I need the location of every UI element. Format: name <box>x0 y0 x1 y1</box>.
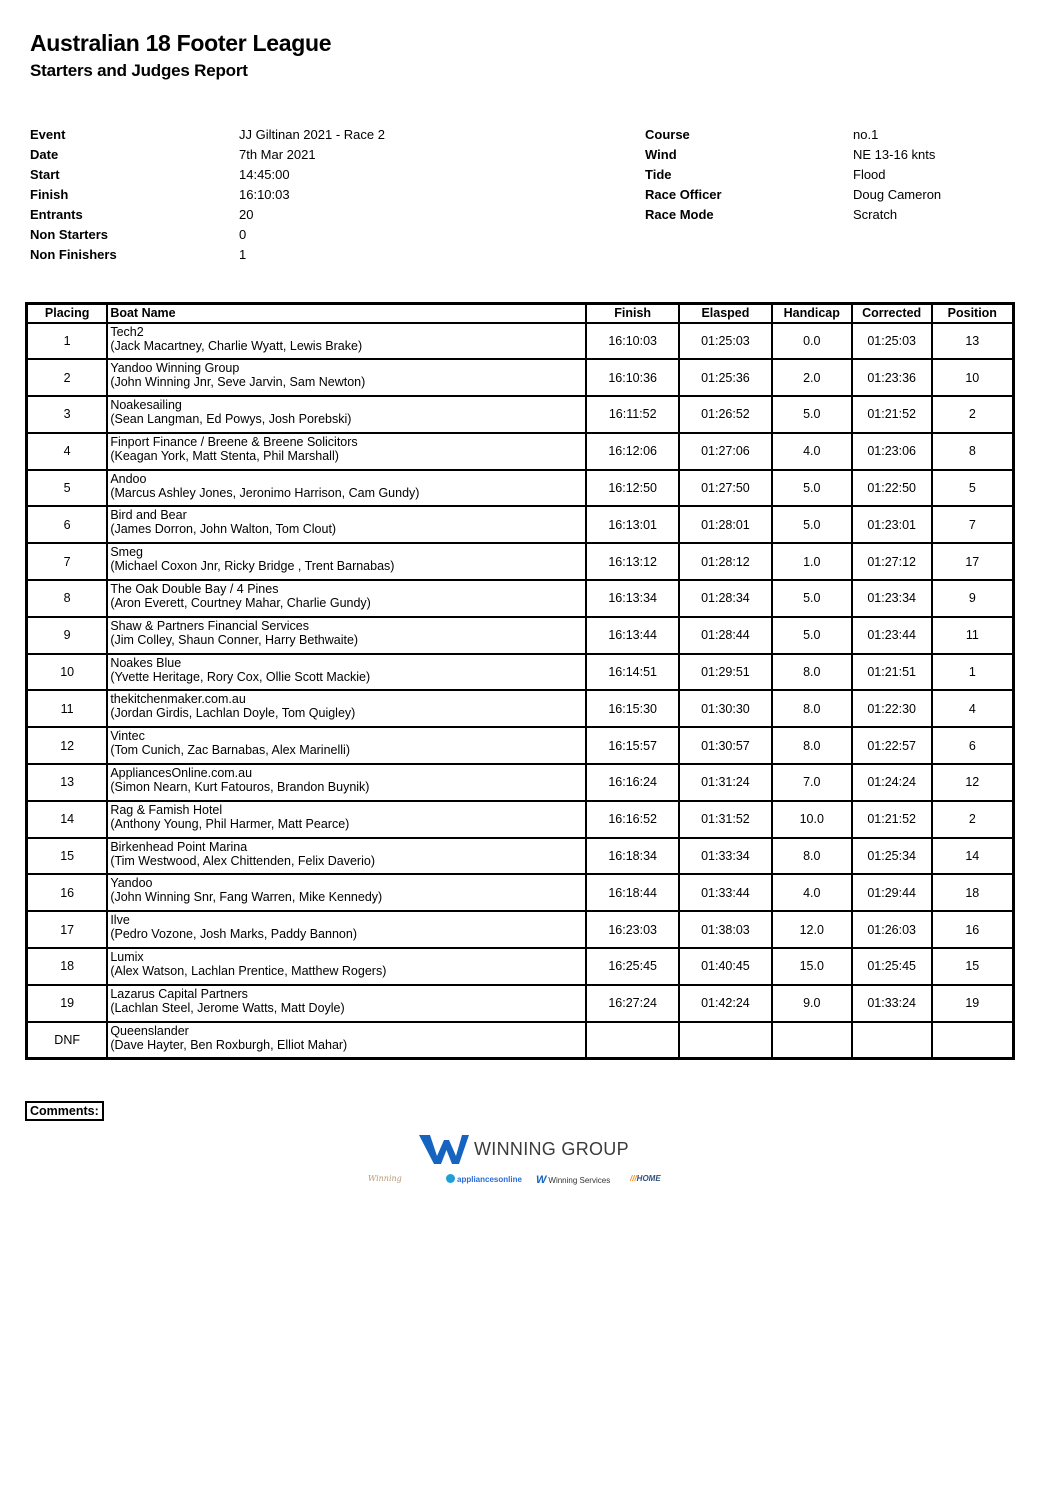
cell-corrected: 01:21:51 <box>852 654 932 691</box>
cell-elapsed: 01:27:50 <box>679 470 772 507</box>
cell-corrected: 01:24:24 <box>852 764 932 801</box>
cell-handicap: 10.0 <box>772 801 852 838</box>
column-header-elapsed: Elasped <box>679 304 772 323</box>
cell-corrected: 01:23:01 <box>852 506 932 543</box>
cell-handicap: 8.0 <box>772 727 852 764</box>
cell-placing: 1 <box>27 323 108 360</box>
boat-crew: (John Winning Snr, Fang Warren, Mike Kennedy) <box>110 890 383 905</box>
cell-elapsed: 01:33:34 <box>679 838 772 875</box>
report-subtitle: Starters and Judges Report <box>30 61 248 80</box>
cell-elapsed: 01:27:06 <box>679 433 772 470</box>
cell-finish: 16:25:45 <box>586 948 679 985</box>
event-info-label: Event <box>30 127 66 142</box>
cell-position: 7 <box>932 506 1014 543</box>
boat-name: Yandoo <box>110 876 153 891</box>
cell-elapsed: 01:31:52 <box>679 801 772 838</box>
table-row <box>27 359 1014 396</box>
cell-handicap: 5.0 <box>772 506 852 543</box>
event-info-value: 7th Mar 2021 <box>239 147 316 162</box>
cell-finish: 16:15:57 <box>586 727 679 764</box>
column-header-boat-name: Boat Name <box>107 304 586 323</box>
cell-finish: 16:12:50 <box>586 470 679 507</box>
event-info-row <box>30 185 385 205</box>
cell-boat-name <box>107 580 586 617</box>
boat-name: Noakesailing <box>110 398 182 413</box>
event-info-row <box>645 165 941 185</box>
boat-crew: (Lachlan Steel, Jerome Watts, Matt Doyle) <box>110 1000 345 1015</box>
cell-placing: 9 <box>27 617 108 654</box>
table-row <box>27 654 1014 691</box>
cell-finish: 16:18:34 <box>586 838 679 875</box>
cell-corrected: 01:25:03 <box>852 323 932 360</box>
cell-elapsed: 01:28:01 <box>679 506 772 543</box>
cell-placing: 12 <box>27 727 108 764</box>
cell-elapsed: 01:30:30 <box>679 690 772 727</box>
cell-handicap: 0.0 <box>772 323 852 360</box>
cell-handicap: 2.0 <box>772 359 852 396</box>
event-info-row <box>645 145 941 165</box>
cell-elapsed: 01:25:36 <box>679 359 772 396</box>
cell-placing: 18 <box>27 948 108 985</box>
table-row <box>27 911 1014 948</box>
table-row <box>27 838 1014 875</box>
boat-name: Andoo <box>110 471 147 486</box>
cell-corrected: 01:23:44 <box>852 617 932 654</box>
cell-position: 2 <box>932 801 1014 838</box>
boat-crew: (Marcus Ashley Jones, Jeronimo Harrison, Cam Gundy) <box>110 485 420 500</box>
boat-name: Yandoo Winning Group <box>110 361 240 376</box>
cell-handicap: 5.0 <box>772 580 852 617</box>
boat-name: Noakes Blue <box>110 655 182 670</box>
cell-position: 6 <box>932 727 1014 764</box>
cell-corrected: 01:23:36 <box>852 359 932 396</box>
event-info-row <box>30 245 385 265</box>
appliances-online-text: appliancesonline <box>457 1175 522 1184</box>
cell-handicap: 9.0 <box>772 985 852 1022</box>
column-header-position: Position <box>932 304 1014 323</box>
event-info-label: Race Mode <box>645 207 714 222</box>
event-info-value: NE 13-16 knts <box>853 147 936 162</box>
cell-placing: 8 <box>27 580 108 617</box>
cell-finish: 16:15:30 <box>586 690 679 727</box>
boat-name: Birkenhead Point Marina <box>110 839 248 854</box>
cell-finish: 16:10:36 <box>586 359 679 396</box>
boat-crew: (James Dorron, John Walton, Tom Clout) <box>110 522 337 537</box>
cell-elapsed: 01:30:57 <box>679 727 772 764</box>
boat-crew: (Michael Coxon Jnr, Ricky Bridge , Trent Barnabas) <box>110 559 395 574</box>
cell-position: 4 <box>932 690 1014 727</box>
event-info-row <box>30 225 385 245</box>
cell-handicap: 7.0 <box>772 764 852 801</box>
event-info-value: JJ Giltinan 2021 - Race 2 <box>239 127 385 142</box>
cell-placing: 17 <box>27 911 108 948</box>
winning-services-w-icon: W <box>536 1174 547 1186</box>
event-info-row <box>30 145 385 165</box>
cell-position: 9 <box>932 580 1014 617</box>
event-info-value: 1 <box>239 247 247 262</box>
cell-placing: 3 <box>27 396 108 433</box>
boat-name: Queenslander <box>110 1023 189 1038</box>
boat-crew: (Jack Macartney, Charlie Wyatt, Lewis Brake) <box>110 338 363 353</box>
cell-handicap: 12.0 <box>772 911 852 948</box>
cell-boat-name <box>107 543 586 580</box>
report-title: Australian 18 Footer League <box>30 30 332 56</box>
cell-finish: 16:23:03 <box>586 911 679 948</box>
cell-elapsed: 01:28:44 <box>679 617 772 654</box>
home-clearance-text: HOME <box>636 1174 661 1183</box>
cell-boat-name <box>107 764 586 801</box>
table-row <box>27 874 1014 911</box>
boat-crew: (John Winning Jnr, Seve Jarvin, Sam Newton) <box>110 375 366 390</box>
table-row <box>27 396 1014 433</box>
cell-elapsed: 01:33:44 <box>679 874 772 911</box>
cell-corrected: 01:22:50 <box>852 470 932 507</box>
boat-name: Finport Finance / Breene & Breene Solicitors <box>110 434 358 449</box>
cell-boat-name <box>107 838 586 875</box>
column-header-placing: Placing <box>27 304 108 323</box>
cell-placing: DNF <box>27 1022 108 1059</box>
cell-handicap: 1.0 <box>772 543 852 580</box>
cell-placing: 13 <box>27 764 108 801</box>
cell-boat-name <box>107 690 586 727</box>
table-row <box>27 470 1014 507</box>
cell-finish: 16:12:06 <box>586 433 679 470</box>
event-info-value: 16:10:03 <box>239 187 290 202</box>
event-info-value: 0 <box>239 227 247 242</box>
home-clearance-logo <box>630 1174 661 1183</box>
boat-name: Lumix <box>110 950 144 965</box>
cell-position: 14 <box>932 838 1014 875</box>
cell-position: 12 <box>932 764 1014 801</box>
event-info-label: Race Officer <box>645 187 722 202</box>
table-row <box>27 690 1014 727</box>
cell-corrected: 01:22:57 <box>852 727 932 764</box>
table-row <box>27 727 1014 764</box>
event-info-value: 20 <box>239 207 254 222</box>
cell-finish: 16:10:03 <box>586 323 679 360</box>
cell-finish: 16:13:01 <box>586 506 679 543</box>
results-table <box>25 302 1015 1060</box>
cell-boat-name <box>107 323 586 360</box>
table-row <box>27 801 1014 838</box>
cell-boat-name <box>107 359 586 396</box>
event-info-row <box>645 125 941 145</box>
cell-placing: 11 <box>27 690 108 727</box>
cell-corrected: 01:23:34 <box>852 580 932 617</box>
cell-elapsed: 01:28:34 <box>679 580 772 617</box>
event-info-value: Flood <box>853 167 886 182</box>
cell-position: 19 <box>932 985 1014 1022</box>
boat-crew: (Keagan York, Matt Stenta, Phil Marshall) <box>110 448 339 463</box>
boat-crew: (Simon Nearn, Kurt Fatouros, Brandon Buynik) <box>110 780 370 795</box>
cell-position: 17 <box>932 543 1014 580</box>
appliances-online-logo <box>446 1174 522 1184</box>
cell-handicap: 5.0 <box>772 396 852 433</box>
cell-boat-name <box>107 433 586 470</box>
cell-elapsed: 01:26:52 <box>679 396 772 433</box>
cell-finish: 16:11:52 <box>586 396 679 433</box>
winning-services-logo <box>536 1174 610 1186</box>
event-info-right <box>645 125 941 225</box>
cell-boat-name <box>107 470 586 507</box>
event-info-label: Date <box>30 147 59 162</box>
cell-boat-name <box>107 654 586 691</box>
boat-name: Rag & Famish Hotel <box>110 802 223 817</box>
boat-crew: (Yvette Heritage, Rory Cox, Ollie Scott Mackie) <box>110 669 371 684</box>
boat-name: thekitchenmaker.com.au <box>110 692 246 707</box>
winning-group-logo <box>418 1132 629 1166</box>
cell-position: 11 <box>932 617 1014 654</box>
cell-elapsed: 01:42:24 <box>679 985 772 1022</box>
cell-finish: 16:14:51 <box>586 654 679 691</box>
cell-position: 8 <box>932 433 1014 470</box>
cell-position: 1 <box>932 654 1014 691</box>
table-row <box>27 506 1014 543</box>
winning-group-w-icon <box>418 1132 470 1166</box>
cell-handicap: 5.0 <box>772 617 852 654</box>
column-header-finish: Finish <box>586 304 679 323</box>
cell-handicap <box>772 1022 852 1059</box>
cell-finish: 16:13:44 <box>586 617 679 654</box>
cell-handicap: 15.0 <box>772 948 852 985</box>
cell-finish: 16:13:12 <box>586 543 679 580</box>
cell-position: 18 <box>932 874 1014 911</box>
boat-crew: (Dave Hayter, Ben Roxburgh, Elliot Mahar) <box>110 1037 348 1052</box>
cell-handicap: 4.0 <box>772 874 852 911</box>
event-info-value: Scratch <box>853 207 898 222</box>
cell-placing: 2 <box>27 359 108 396</box>
event-info-label: Non Starters <box>30 227 109 242</box>
cell-corrected: 01:29:44 <box>852 874 932 911</box>
table-row <box>27 1022 1014 1059</box>
cell-placing: 15 <box>27 838 108 875</box>
cell-finish <box>586 1022 679 1059</box>
table-row <box>27 543 1014 580</box>
home-clearance-bars-icon: /// <box>630 1174 637 1183</box>
event-info-label: Tide <box>645 167 672 182</box>
cell-elapsed <box>679 1022 772 1059</box>
boat-name: Shaw & Partners Financial Services <box>110 618 310 633</box>
cell-corrected <box>852 1022 932 1059</box>
event-info-label: Wind <box>645 147 677 162</box>
boat-crew: (Jim Colley, Shaun Conner, Harry Bethwaite) <box>110 632 359 647</box>
cell-boat-name <box>107 727 586 764</box>
cell-boat-name <box>107 911 586 948</box>
cell-finish: 16:16:24 <box>586 764 679 801</box>
column-header-handicap: Handicap <box>772 304 852 323</box>
cell-elapsed: 01:28:12 <box>679 543 772 580</box>
cell-boat-name <box>107 396 586 433</box>
boat-crew: (Sean Langman, Ed Powys, Josh Porebski) <box>110 412 352 427</box>
cell-position: 15 <box>932 948 1014 985</box>
cell-handicap: 8.0 <box>772 838 852 875</box>
table-row <box>27 985 1014 1022</box>
table-row <box>27 433 1014 470</box>
boat-name: Lazarus Capital Partners <box>110 986 248 1001</box>
cell-corrected: 01:26:03 <box>852 911 932 948</box>
event-info-row <box>30 205 385 225</box>
boat-crew: (Aron Everett, Courtney Mahar, Charlie Gundy) <box>110 596 371 611</box>
event-info-label: Entrants <box>30 207 83 222</box>
cell-corrected: 01:22:30 <box>852 690 932 727</box>
cell-corrected: 01:23:06 <box>852 433 932 470</box>
cell-boat-name <box>107 874 586 911</box>
cell-position: 13 <box>932 323 1014 360</box>
cell-finish: 16:27:24 <box>586 985 679 1022</box>
cell-position <box>932 1022 1014 1059</box>
cell-placing: 14 <box>27 801 108 838</box>
event-info-row <box>30 165 385 185</box>
boat-name: Smeg <box>110 545 143 560</box>
appliances-online-dot-icon <box>446 1174 455 1183</box>
event-info-row <box>645 205 941 225</box>
event-info-left <box>30 125 385 265</box>
cell-elapsed: 01:29:51 <box>679 654 772 691</box>
cell-corrected: 01:21:52 <box>852 396 932 433</box>
winning-services-text: Winning Services <box>548 1176 611 1185</box>
cell-handicap: 8.0 <box>772 654 852 691</box>
column-header-corrected: Corrected <box>852 304 932 323</box>
cell-placing: 19 <box>27 985 108 1022</box>
cell-placing: 10 <box>27 654 108 691</box>
event-info-value: 14:45:00 <box>239 167 290 182</box>
cell-corrected: 01:33:24 <box>852 985 932 1022</box>
cell-corrected: 01:25:45 <box>852 948 932 985</box>
table-row <box>27 764 1014 801</box>
cell-placing: 16 <box>27 874 108 911</box>
cell-elapsed: 01:40:45 <box>679 948 772 985</box>
boat-name: Ilve <box>110 913 130 928</box>
event-info-value: no.1 <box>853 127 879 142</box>
table-row <box>27 580 1014 617</box>
event-info-row <box>30 125 385 145</box>
comments-label: Comments: <box>25 1101 104 1121</box>
table-row <box>27 323 1014 360</box>
table-row <box>27 948 1014 985</box>
table-row <box>27 617 1014 654</box>
cell-placing: 5 <box>27 470 108 507</box>
cell-placing: 6 <box>27 506 108 543</box>
winning-group-text: WINNING GROUP <box>474 1138 629 1159</box>
cell-placing: 7 <box>27 543 108 580</box>
event-info-label: Non Finishers <box>30 247 117 262</box>
boat-crew: (Tom Cunich, Zac Barnabas, Alex Marinelli) <box>110 743 350 758</box>
boat-crew: (Pedro Vozone, Josh Marks, Paddy Bannon) <box>110 927 357 942</box>
partner-logos <box>368 1170 688 1192</box>
cell-position: 2 <box>932 396 1014 433</box>
cell-elapsed: 01:38:03 <box>679 911 772 948</box>
cell-boat-name <box>107 617 586 654</box>
winning-script-logo: Winning <box>368 1174 402 1183</box>
boat-name: Vintec <box>110 729 145 744</box>
cell-elapsed: 01:31:24 <box>679 764 772 801</box>
cell-finish: 16:18:44 <box>586 874 679 911</box>
cell-handicap: 4.0 <box>772 433 852 470</box>
results-body <box>27 323 1014 1059</box>
cell-boat-name <box>107 985 586 1022</box>
event-info-row <box>645 185 941 205</box>
cell-boat-name <box>107 801 586 838</box>
boat-crew: (Alex Watson, Lachlan Prentice, Matthew Rogers) <box>110 964 387 979</box>
cell-boat-name <box>107 506 586 543</box>
cell-corrected: 01:25:34 <box>852 838 932 875</box>
cell-boat-name <box>107 948 586 985</box>
cell-boat-name <box>107 1022 586 1059</box>
cell-position: 5 <box>932 470 1014 507</box>
cell-placing: 4 <box>27 433 108 470</box>
boat-name: Tech2 <box>110 324 144 339</box>
cell-handicap: 5.0 <box>772 470 852 507</box>
cell-corrected: 01:27:12 <box>852 543 932 580</box>
cell-position: 10 <box>932 359 1014 396</box>
boat-crew: (Anthony Young, Phil Harmer, Matt Pearce) <box>110 816 350 831</box>
boat-name: The Oak Double Bay / 4 Pines <box>110 582 279 597</box>
cell-elapsed: 01:25:03 <box>679 323 772 360</box>
boat-crew: (Jordan Girdis, Lachlan Doyle, Tom Quigley) <box>110 706 356 721</box>
cell-handicap: 8.0 <box>772 690 852 727</box>
boat-name: Bird and Bear <box>110 508 187 523</box>
boat-name: AppliancesOnline.com.au <box>110 766 253 781</box>
event-info-value: Doug Cameron <box>853 187 942 202</box>
table-header-row <box>27 304 1014 323</box>
event-info-label: Finish <box>30 187 69 202</box>
cell-corrected: 01:21:52 <box>852 801 932 838</box>
boat-crew: (Tim Westwood, Alex Chittenden, Felix Daverio) <box>110 853 375 868</box>
cell-finish: 16:16:52 <box>586 801 679 838</box>
event-info-label: Course <box>645 127 690 142</box>
cell-position: 16 <box>932 911 1014 948</box>
cell-finish: 16:13:34 <box>586 580 679 617</box>
event-info-label: Start <box>30 167 60 182</box>
